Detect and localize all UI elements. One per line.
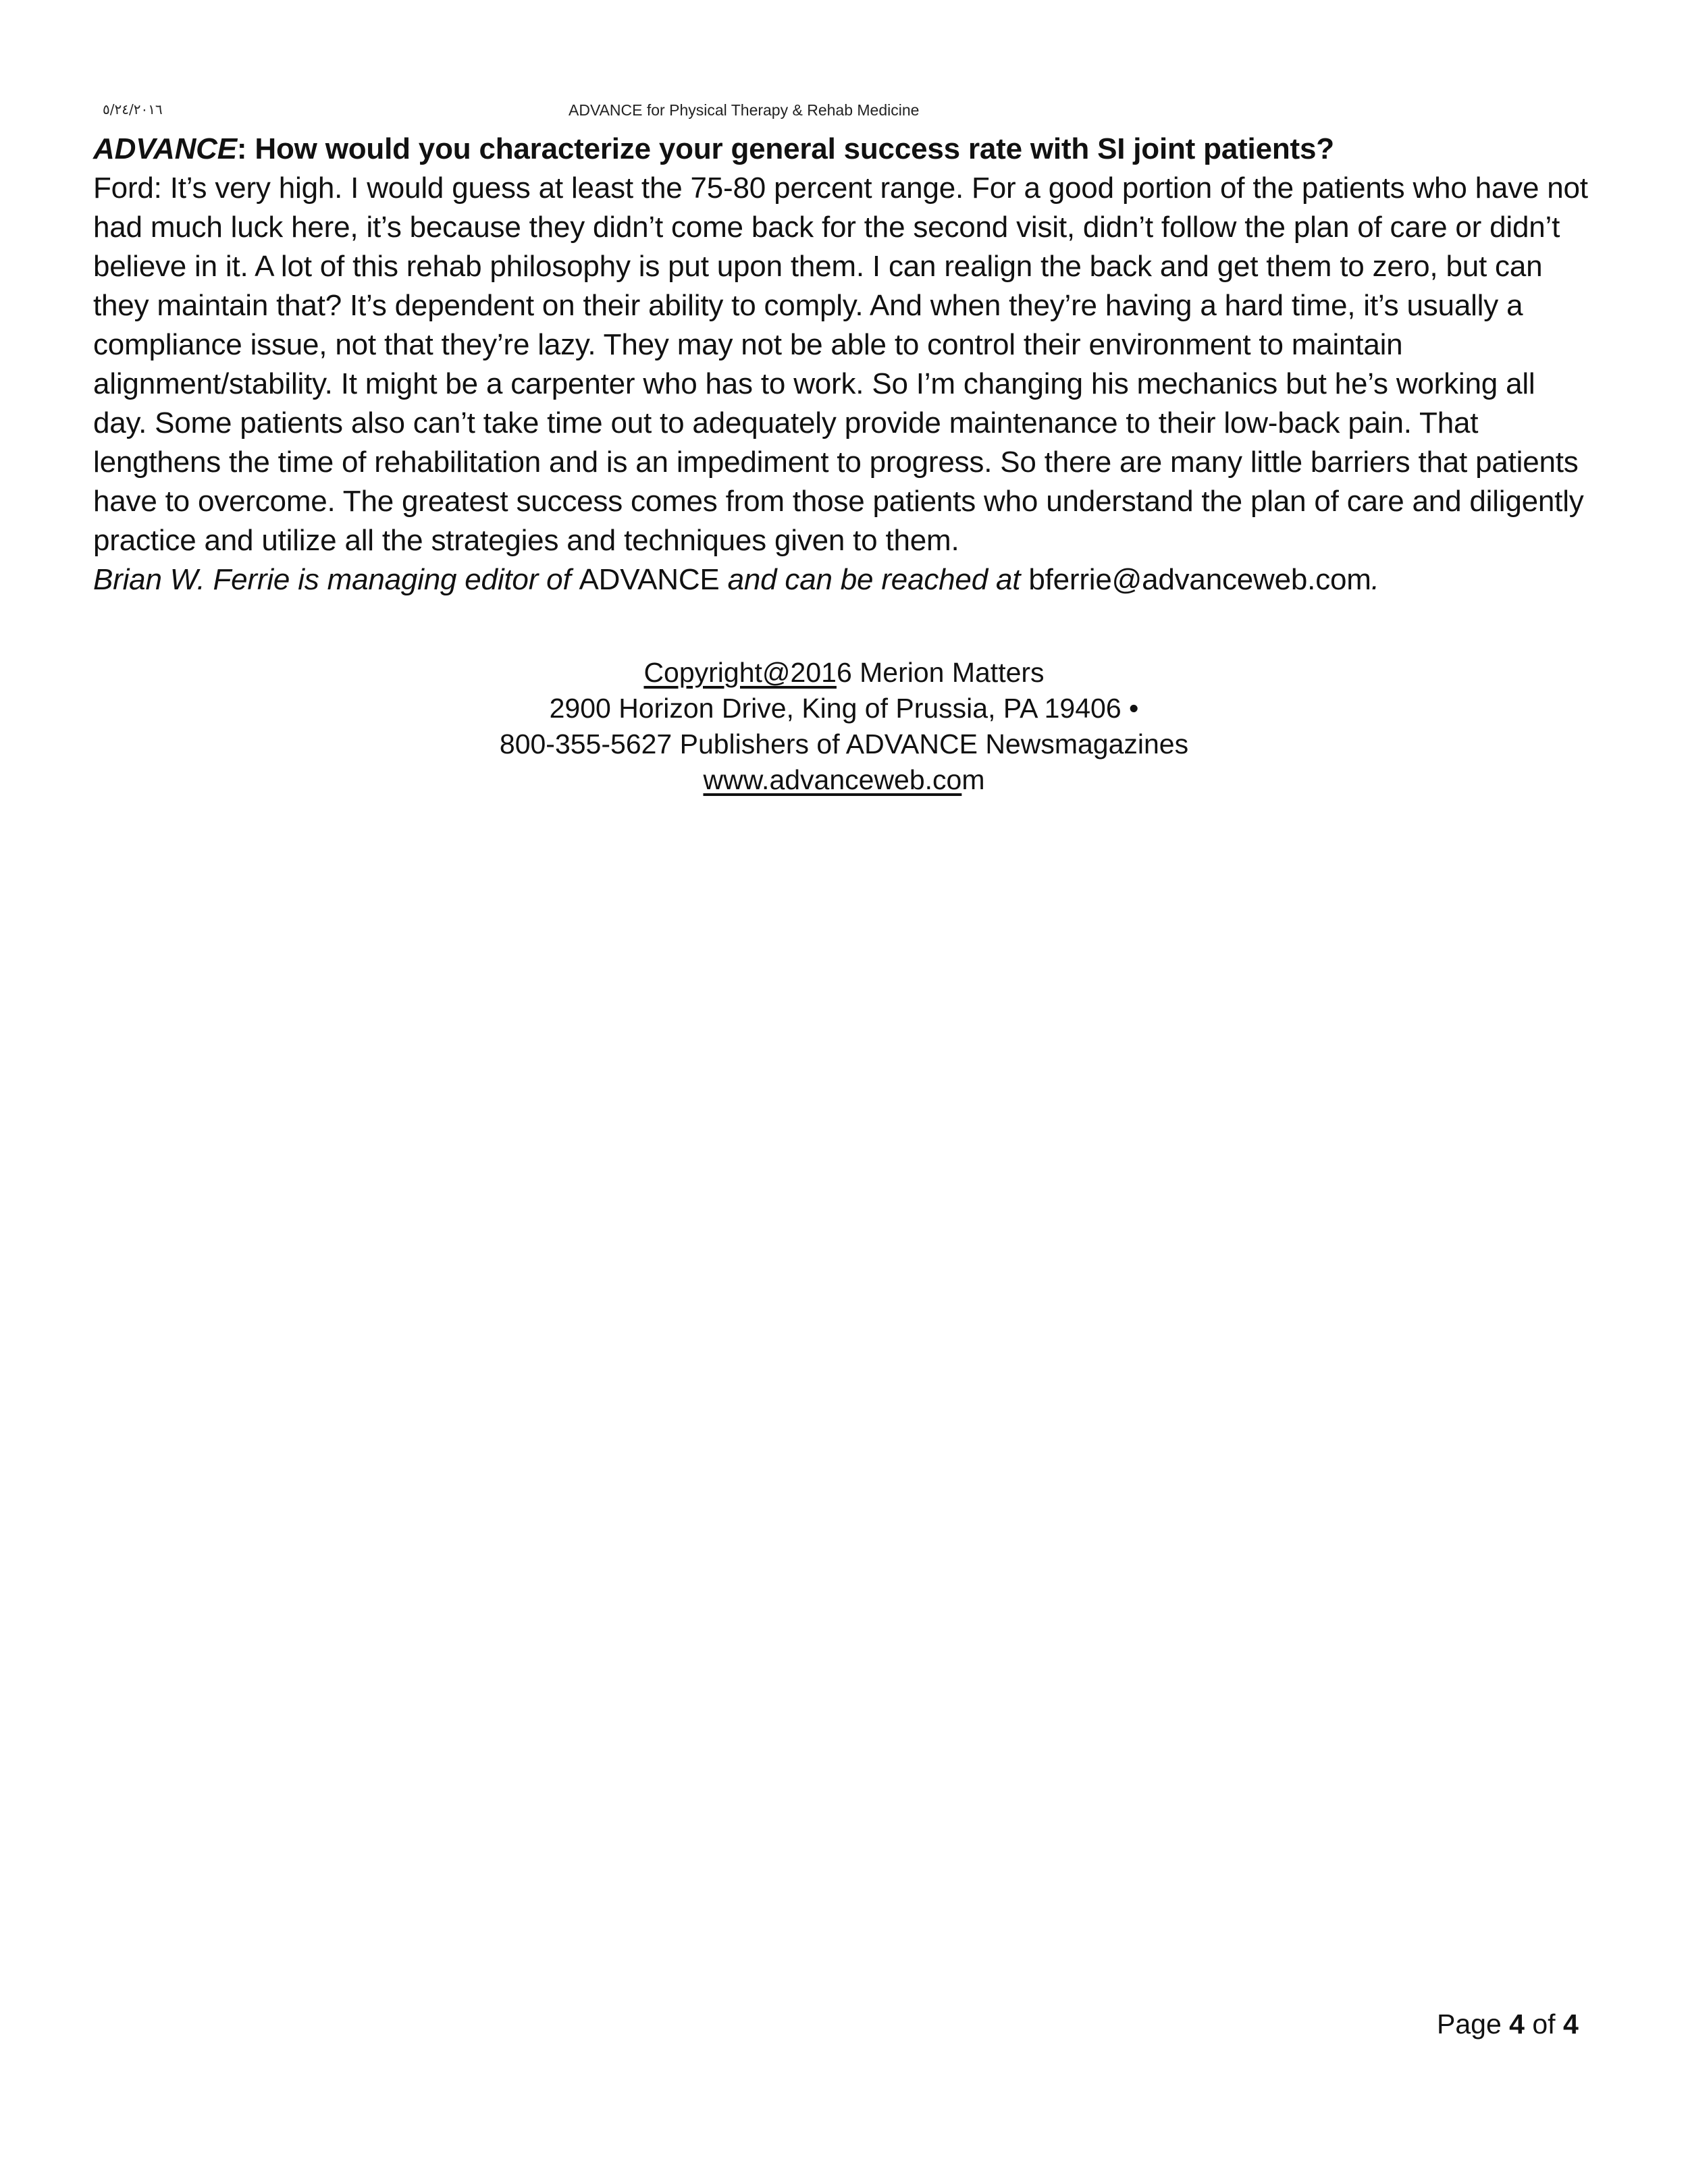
byline-email: bferrie@advanceweb.com: [1028, 563, 1371, 596]
byline-part2: and can be reached at: [719, 563, 1029, 596]
byline-part1: Brian W. Ferrie is managing editor of: [93, 563, 579, 596]
author-byline: [93, 560, 1589, 600]
byline-end: .: [1371, 563, 1379, 596]
page-number: [1437, 2008, 1579, 2040]
address-line: 2900 Horizon Drive, King of Prussia, PA 19406 •: [549, 693, 1139, 724]
page-label: Page: [1437, 2008, 1510, 2040]
copyright-rest: 6 Merion Matters: [836, 657, 1045, 688]
print-header: [0, 101, 1688, 128]
phone-line: 800-355-5627 Publishers of ADVANCE Newsmagazines: [499, 728, 1189, 760]
question-text: : How would you characterize your general success rate with SI joint patients?: [236, 132, 1334, 165]
website-line: [0, 762, 1688, 798]
byline-publication: ADVANCE: [579, 563, 720, 596]
page-of-label: of: [1524, 2008, 1563, 2040]
interview-answer: Ford: It’s very high. I would guess at least the 75-80 percent range. For a good portion of the patients who have not had much luck here, it’s because they didn’t come back for the second visit, didn’t follow the plan of care or didn’t believe in it. A lot of this rehab philosophy is put upon them. I can realign the back and get them to zero, but can they maintain that? It’s dependent on their ability to comply. And when they’re having a hard time, it’s usually a compliance issue, not that they’re lazy. They may not be able to control their environment to maintain alignment/stability. It might be a carpenter who has to work. So I’m changing his mechanics but he’s working all day. Some patients also can’t take time out to adequately provide maintenance to their low-back pain. That lengthens the time of rehabilitation and is an impediment to progress. So there are many little barriers that patients have to overcome. The greatest success comes from those patients who understand the plan of care and diligently practice and utilize all the strategies and techniques given to them.: [93, 171, 1588, 557]
copyright-line: [0, 655, 1688, 691]
page-current: 4: [1509, 2008, 1525, 2040]
website-link[interactable]: www.advanceweb.co: [703, 764, 962, 795]
question-prefix: ADVANCE: [93, 132, 237, 165]
publisher-footer: [0, 655, 1688, 798]
print-title: ADVANCE for Physical Therapy & Rehab Medicine: [569, 101, 920, 119]
article-body: [93, 130, 1589, 600]
interview-question: [93, 130, 1589, 169]
copyright-link[interactable]: Copyright@201: [643, 657, 837, 688]
print-date: ٥/٢٤/٢٠١٦: [103, 101, 163, 117]
page-total: 4: [1562, 2008, 1579, 2040]
website-rest: m: [961, 764, 985, 795]
